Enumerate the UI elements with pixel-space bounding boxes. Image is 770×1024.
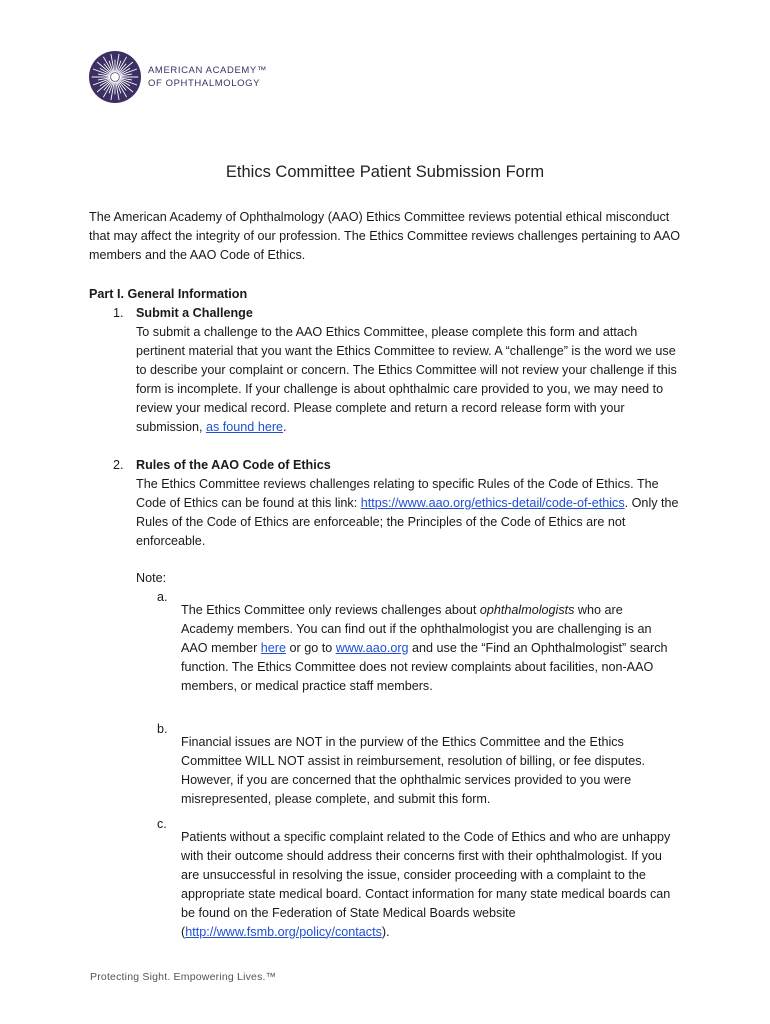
intro-paragraph: The American Academy of Ophthalmology (AAO) Ethics Committee reviews potential ethical misconduct that may affect the integrity of our profession. The Ethics Committee reviews challenges pertaining to AAO members and the AAO Code of Ethics. bbox=[89, 210, 681, 262]
note-item-a bbox=[157, 588, 677, 708]
aao-logo bbox=[88, 50, 267, 104]
note-item-b bbox=[157, 720, 677, 821]
note-letter: a. bbox=[157, 590, 168, 604]
section-body: To submit a challenge to the AAO Ethics Committee, please complete this form and attach pertinent material that you want the Ethics Committee to review. A “challenge” is the word we use to describe your complaint or concern. The Ethics Committee will not review your challenge if this form is incomplete. If your challenge is about ophthalmic care provided to you, we may need to review your medical record. Please complete and return a record release form with your submission, as found here. bbox=[136, 325, 677, 434]
logo-line-2: OF OPHTHALMOLOGY bbox=[148, 78, 261, 89]
footer-tagline: Protecting Sight. Empowering Lives.™ bbox=[90, 971, 277, 983]
member-lookup-link[interactable]: here bbox=[260, 640, 286, 655]
aao-website-link[interactable]: www.aao.org bbox=[335, 640, 409, 655]
note-text: Patients without a specific complaint related to the Code of Ethics and who are unhappy with their outcome should address their concerns first with their ophthalmologist. If you are unsuccessful in resolving the issue, consider proceeding with a complaint to the appropriate state medical board. Contact information for many state medical boards can be found on the Federation of State Medical Boards website (http://www.fsmb.org/policy/contacts). bbox=[181, 829, 671, 939]
part-heading: Part I. General Information bbox=[89, 287, 248, 301]
section-submit-challenge bbox=[113, 304, 683, 437]
section-title: Rules of the AAO Code of Ethics bbox=[136, 458, 331, 472]
section-number: 1. bbox=[113, 306, 124, 320]
section-body: The Ethics Committee reviews challenges relating to specific Rules of the Code of Ethics. The Code of Ethics can be found at this link: https://www.aao.org/ethics-detail/code-of-ethics. Only the Rules of the Code of Ethics are enforceable; the Principles of the Code of Ethics are not enforceable. bbox=[136, 477, 679, 548]
note-text: Financial issues are NOT in the purview of the Ethics Committee and the Ethics Committee WILL NOT assist in reimbursement, resolution of billing, or fee disputes. However, if you are concerned that the ophthalmic services provided to you were misrepresented, please complete, and submit this form. bbox=[181, 734, 646, 806]
note-text: The Ethics Committee only reviews challenges about ophthalmologists who are Academy members. You can find out if the ophthalmologist you are challenging is an AAO member here or go to www.aao.org and use the “Find an Ophthalmologist” search function. The Ethics Committee does not review complaints about facilities, non-AAO members, or medical practice staff members. bbox=[181, 602, 668, 693]
aao-starburst-icon bbox=[88, 50, 142, 104]
note-letter: b. bbox=[157, 722, 168, 736]
fsmb-contacts-link[interactable]: http://www.fsmb.org/policy/contacts bbox=[185, 924, 382, 939]
section-title: Submit a Challenge bbox=[136, 306, 253, 320]
section-rules-code-of-ethics bbox=[113, 456, 683, 551]
note-label: Note: bbox=[136, 571, 167, 585]
record-release-link[interactable]: as found here bbox=[206, 420, 284, 434]
note-item-c bbox=[157, 815, 677, 954]
logo-line-1: AMERICAN ACADEMY™ bbox=[148, 65, 267, 76]
note-letter: c. bbox=[157, 817, 167, 831]
section-number: 2. bbox=[113, 458, 124, 472]
code-of-ethics-link[interactable]: https://www.aao.org/ethics-detail/code-of-ethics bbox=[360, 496, 625, 510]
page-title: Ethics Committee Patient Submission Form bbox=[225, 163, 545, 181]
